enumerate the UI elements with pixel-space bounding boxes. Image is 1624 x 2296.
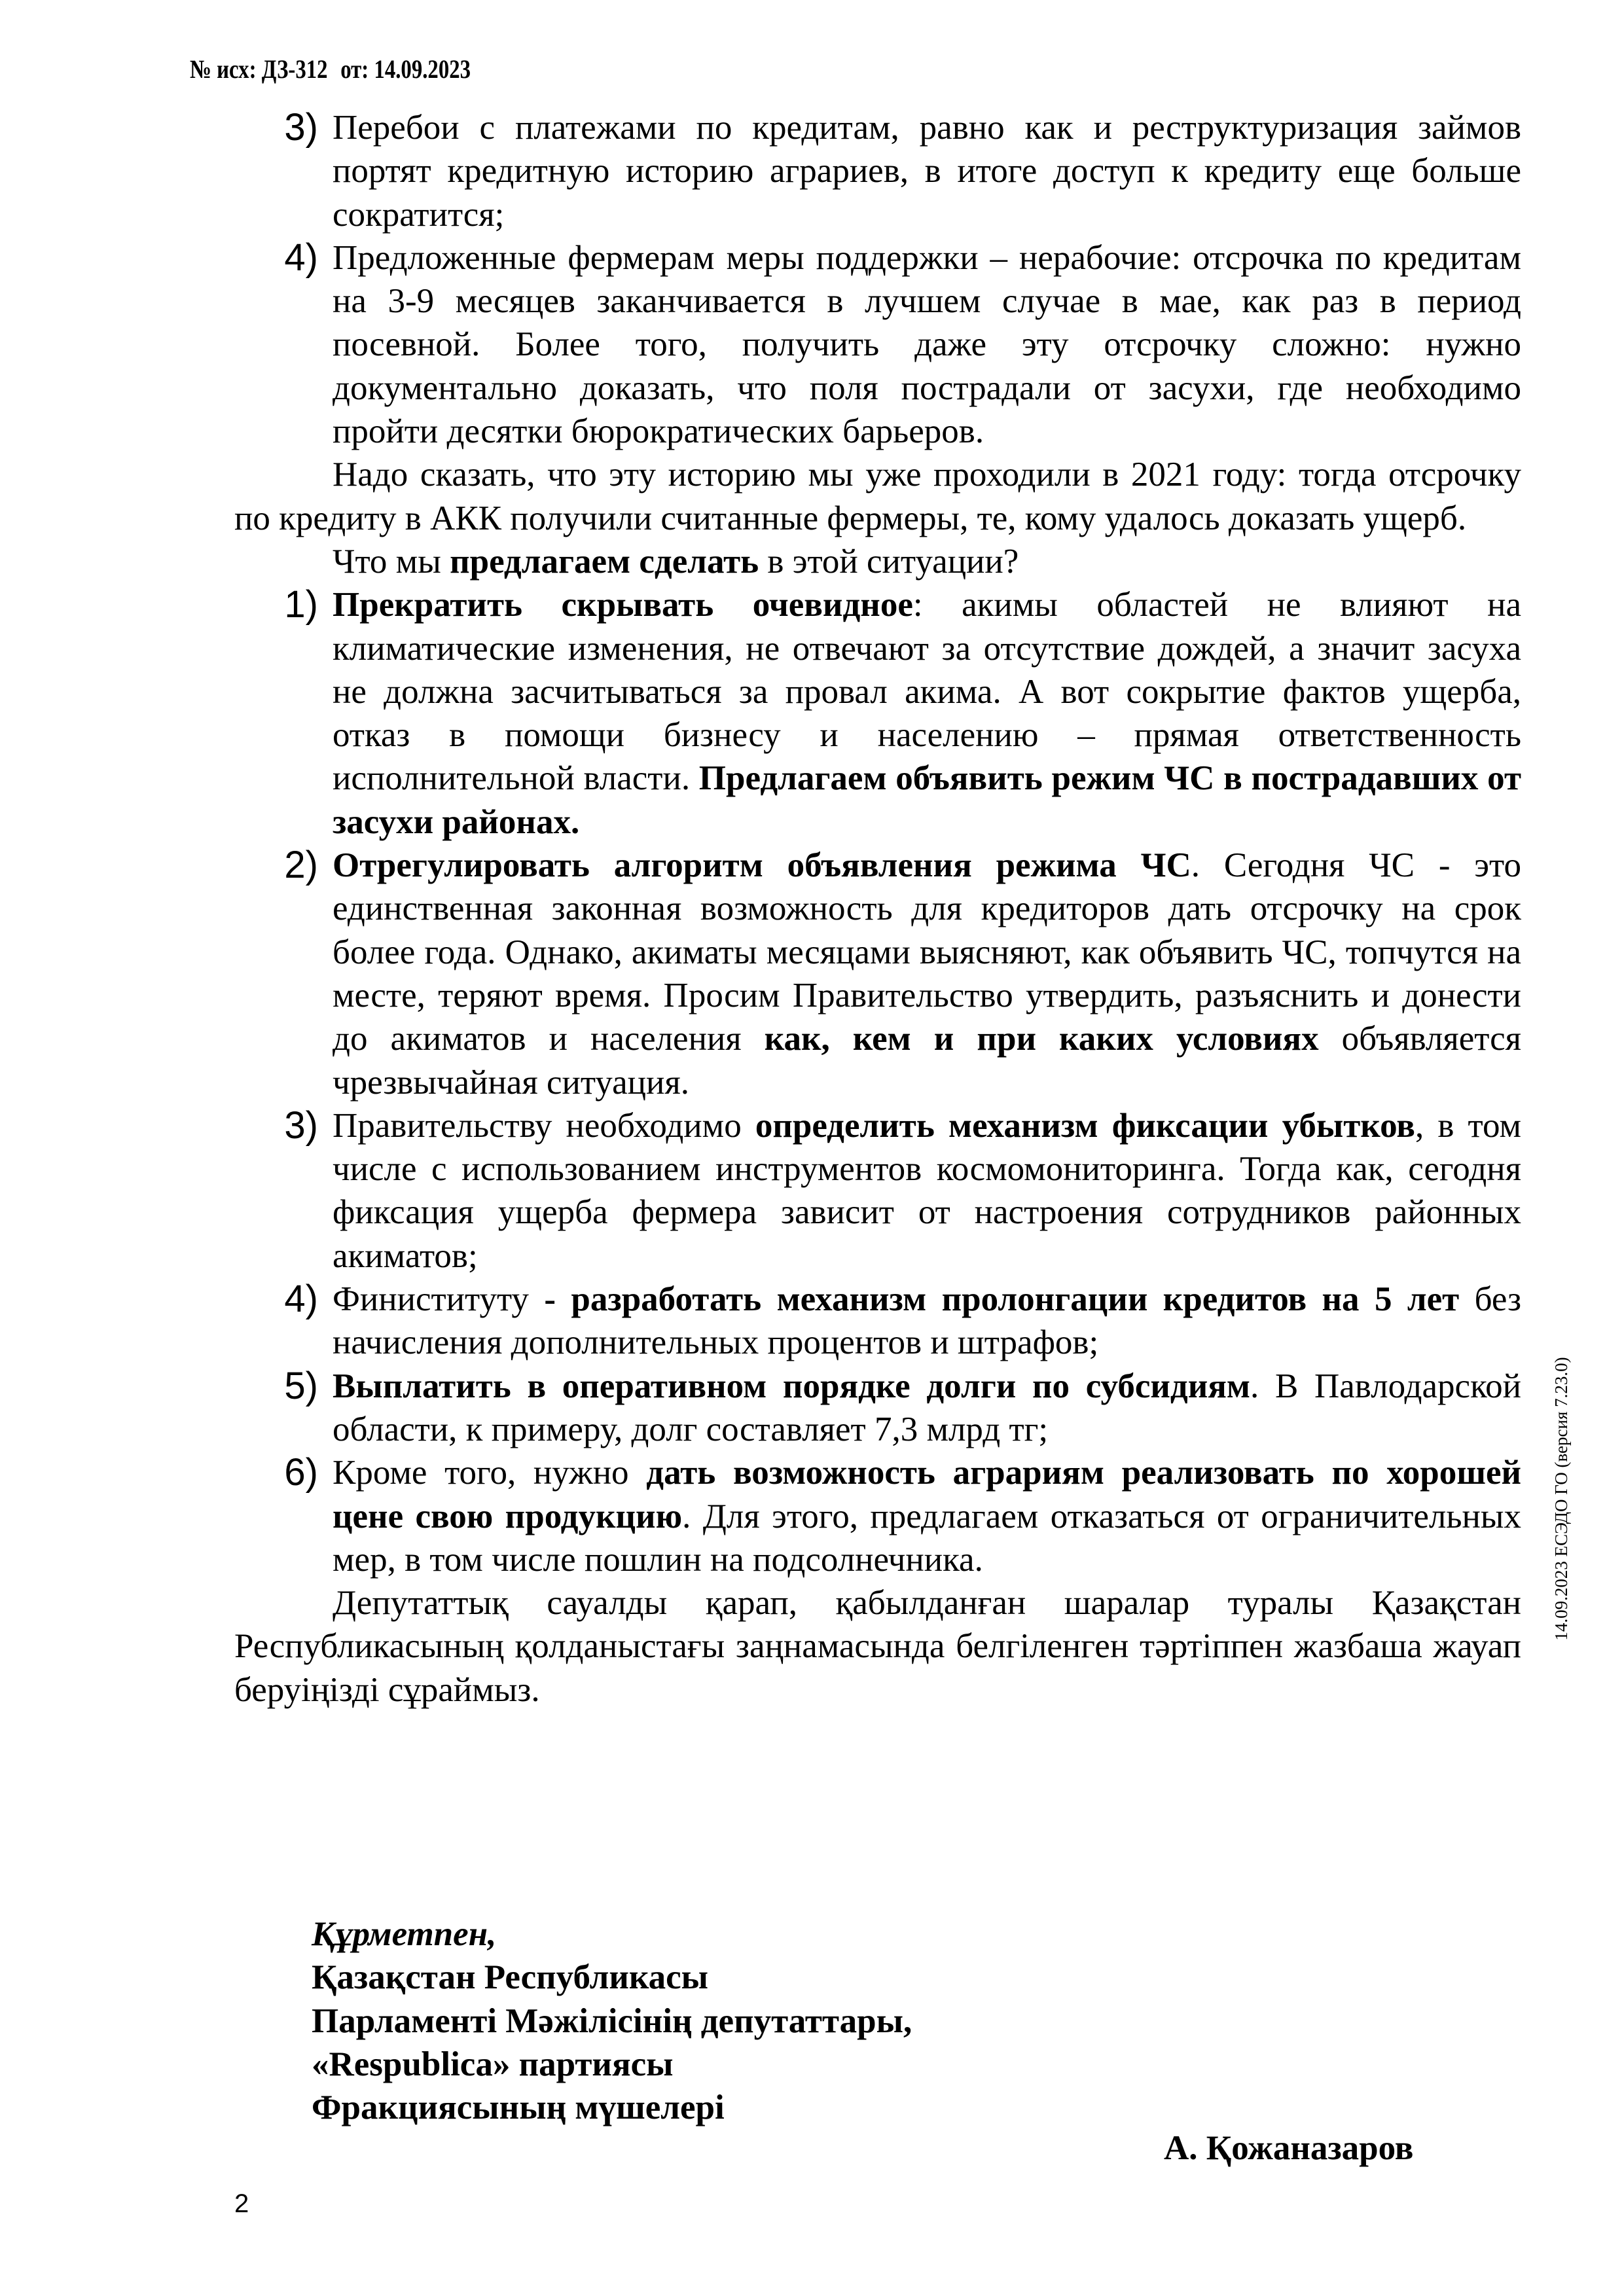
proposal-item bbox=[234, 1365, 1521, 1452]
item-text: Выплатить в оперативном порядке долги по субсидиям. В Павлодарской области, к примеру, долг составляет 7,3 млрд тг; bbox=[333, 1367, 1521, 1448]
proposal-item bbox=[234, 1104, 1521, 1278]
item-number: 5) bbox=[284, 1364, 318, 1407]
item-text: Финиституту - разработать механизм пролонгации кредитов на 5 лет без начисления дополнительных процентов и штрафов; bbox=[333, 1280, 1521, 1362]
proposal-item bbox=[234, 844, 1521, 1104]
item-text: Отрегулировать алгоритм объявления режима ЧС. Сегодня ЧС - это единственная законная возможность для кредиторов дать отсрочку на срок более года. Однако, акиматы месяцами выясняют, как объявить ЧС, топчутся на месте, теряют время. Просим Правительство утвердить, разъяснить и донести до акиматов и населения как, кем и при каких условиях объявляется чрезвычайная ситуация. bbox=[333, 846, 1521, 1102]
outgoing-reference bbox=[190, 54, 484, 84]
item-number: 4) bbox=[284, 1278, 318, 1321]
edms-stamp: 14.09.2023 ЕСЭДО ГО (версия 7.23.0) bbox=[1551, 1357, 1571, 1641]
reference-date: от: 14.09.2023 bbox=[340, 54, 471, 84]
signature-block bbox=[312, 1912, 912, 2129]
signature-line: Қазақстан Республикасы bbox=[312, 1958, 709, 1997]
item-text: Предложенные фермерам меры поддержки – нерабочие: отсрочка по кредитам на 3-9 месяцев заканчивается в лучшем случае в мае, как раз в период посевной. Более того, получить даже эту отсрочку сложно: нужно документально доказать, что поля пострадали от засухи, где необходимо пройти десятки бюрократических барьеров. bbox=[333, 238, 1521, 451]
list-item bbox=[234, 236, 1521, 453]
signature-line: Парламенті Мәжілісінің депутаттары, bbox=[312, 2001, 912, 2040]
document-body bbox=[234, 106, 1521, 1712]
reference-number: № исх: ДЗ-312 bbox=[190, 54, 328, 84]
item-number: 3) bbox=[284, 106, 318, 149]
item-number: 6) bbox=[284, 1451, 318, 1494]
paragraph-question: Что мы предлагаем сделать в этой ситуации? bbox=[333, 542, 1019, 581]
signature-greeting: Құрметпен, bbox=[312, 1915, 497, 1953]
list-item bbox=[234, 106, 1521, 236]
item-number: 2) bbox=[284, 844, 318, 887]
signature-line: Фракциясының мүшелері bbox=[312, 2089, 725, 2127]
proposal-item bbox=[234, 583, 1521, 844]
item-number: 1) bbox=[284, 583, 318, 626]
paragraph-closing: Депутаттық сауалды қарап, қабылданған шаралар туралы Қазақстан Республикасының қолданыстағы заңнамасында белгіленген тәртіппен жазбаша жауап беруіңізді сұраймыз. bbox=[234, 1584, 1521, 1709]
item-text: Правительству необходимо определить механизм фиксации убытков, в том числе с использованием инструментов космомониторинга. Тогда как, сегодня фиксация ущерба фермера зависит от настроения сотрудников районных акиматов; bbox=[333, 1106, 1521, 1275]
item-text: Перебои с платежами по кредитам, равно как и реструктуризация займов портят кредитную историю аграриев, в итоге доступ к кредиту еще больше сократится; bbox=[333, 109, 1521, 234]
paragraph-history: Надо сказать, что эту историю мы уже проходили в 2021 году: тогда отсрочку по кредиту в АКК получили считанные фермеры, те, кому удалось доказать ущерб. bbox=[234, 456, 1521, 537]
item-number: 4) bbox=[284, 236, 318, 279]
signature-line: «Respublica» партиясы bbox=[312, 2045, 674, 2083]
proposal-item bbox=[234, 1278, 1521, 1365]
proposal-item bbox=[234, 1451, 1521, 1581]
item-number: 3) bbox=[284, 1103, 318, 1147]
item-text: Прекратить скрывать очевидное: акимы областей не влияют на климатические изменения, не отвечают за отсутствие дождей, а значит засуха не должна засчитываться за провал акима. А вот сокрытие фактов ущерба, отказ в помощи бизнесу и населению – прямая ответственность исполнительной власти. Предлагаем объявить режим ЧС в пострадавших от засухи районах. bbox=[333, 586, 1521, 841]
signer-name: А. Қожаназаров bbox=[1164, 2129, 1414, 2167]
item-text: Кроме того, нужно дать возможность аграриям реализовать по хорошей цене свою продукцию. Для этого, предлагаем отказаться от ограничительных мер, в том числе пошлин на подсолнечника. bbox=[333, 1454, 1522, 1579]
page-number: 2 bbox=[234, 2189, 249, 2218]
